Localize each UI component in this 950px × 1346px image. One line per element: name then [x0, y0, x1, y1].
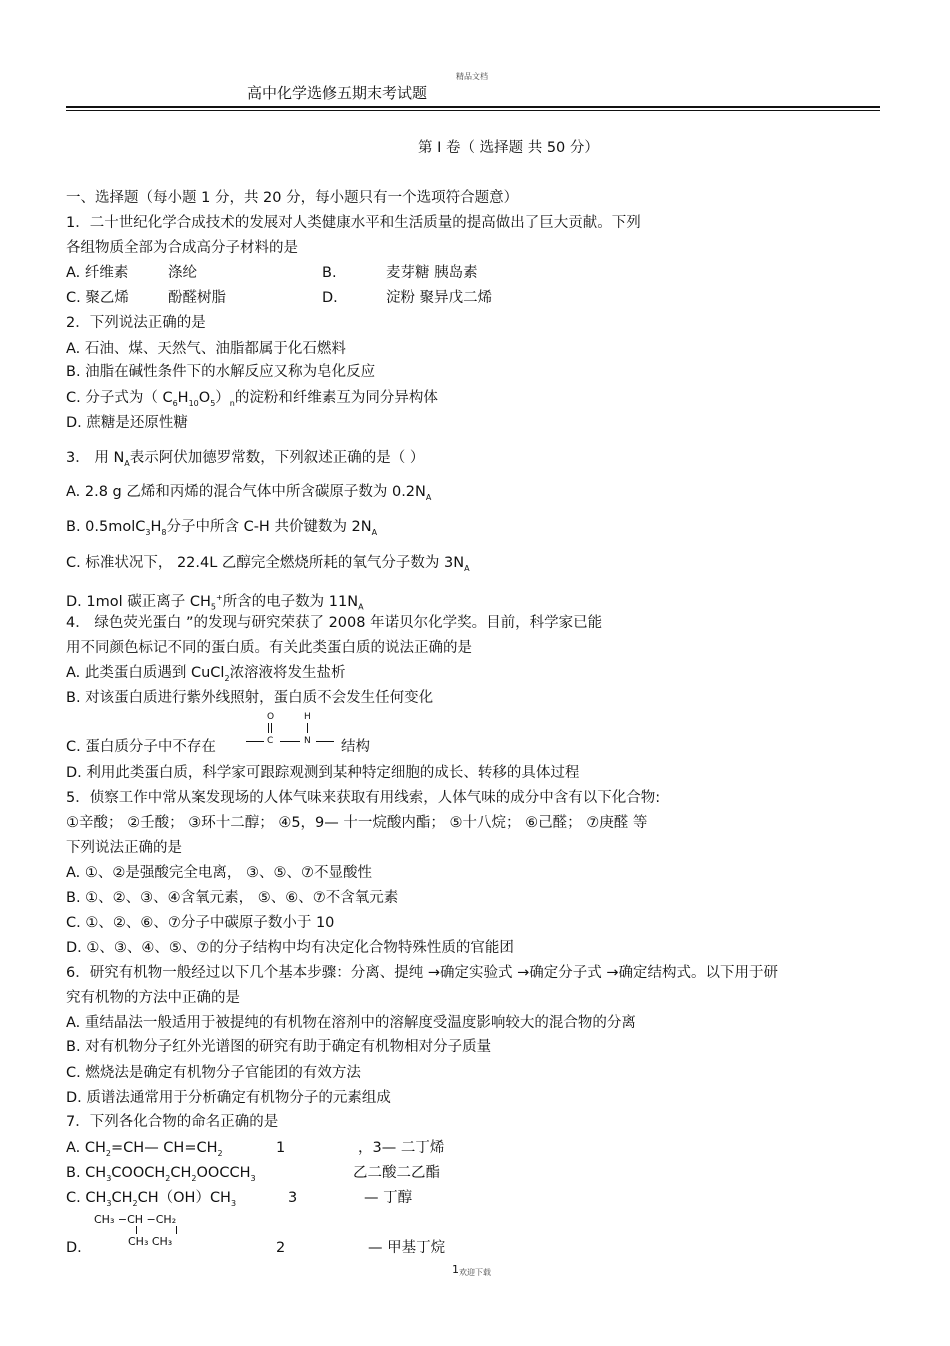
struct-n: N	[304, 736, 311, 746]
q4-a-text: A. 此类蛋白质遇到 CuCl	[66, 665, 225, 681]
q3-c-sub: A	[464, 563, 470, 573]
q7-b-formula: COOCH	[111, 1165, 166, 1181]
q4-option-b: B. 对该蛋白质进行紫外线照射，蛋白质不会发生任何变化	[66, 690, 434, 706]
q7-d-structure	[94, 1212, 204, 1252]
q7-option-b-name: 乙二酸二乙酯	[353, 1165, 440, 1181]
q2-c-tail: 的淀粉和纤维素互为同分异构体	[234, 390, 438, 406]
q2-c-sub3: 5	[210, 398, 216, 408]
q2-c-mid2: O	[198, 390, 211, 406]
q3-b-sub3: A	[371, 527, 378, 537]
q7-d-struct-bottom: CH₃ CH₃	[128, 1235, 173, 1248]
struct-bond-left	[246, 741, 264, 742]
struct-c: C	[267, 736, 274, 746]
q4-option-d: D. 利用此类蛋白质，科学家可跟踪观测到某种特定细胞的成长、转移的具体过程	[66, 765, 580, 781]
doc-title: 高中化学选修五期末考试题	[247, 84, 428, 102]
q7-option-b-formula: B. $CH_3COOCH_2CH_2OOCCH_3$	[66, 1165, 256, 1183]
q2-option-b: B. 油脂在碱性条件下的水解反应又称为皂化反应	[66, 364, 376, 380]
q7-option-a-formula: A. $CH_2=CH—$ $CH=CH_2$	[66, 1140, 223, 1158]
q1-option-a-label: A. 纤维素	[66, 265, 129, 281]
struct-nh-bond	[307, 723, 308, 733]
q3-d-sub: 5	[210, 602, 216, 612]
q5-list: ①辛酸； ②壬酸； ③环十二醇； ④5，9— 十一烷酸内酯； ⑤十八烷； ⑥己醛； ⑦庚醛 等	[66, 815, 648, 831]
q3-c-text: C. 标准状况下， 22.4L 乙醇完全燃烧所耗的氧气分子数为 3N	[66, 555, 465, 571]
q1-stem-line1: 1．二十世纪化学合成技术的发展对人类健康水平和生活质量的提高做出了巨大贡献。下列	[66, 215, 641, 231]
q7-d-branch-2	[176, 1226, 177, 1234]
q1-option-b-label: B.	[322, 265, 337, 281]
q2-c-sub1: 6	[172, 398, 178, 408]
q3-b-tail: 分子中所含 C-H 共价键数为 2N	[166, 519, 372, 535]
page-number: 1	[452, 1263, 459, 1276]
q7-a-label: A. CH	[66, 1140, 106, 1156]
header-rule-thick	[66, 106, 880, 108]
q3-option-d	[66, 589, 364, 617]
q6-option-d: D. 质谱法通常用于分析确定有机物分子的元素组成	[66, 1090, 391, 1106]
q7-c-formula: CH	[111, 1190, 133, 1206]
q7-b-label: B. CH	[66, 1165, 107, 1181]
q5-option-b: B. ①、②、③、④含氧元素， ⑤、⑥、⑦不含氧元素	[66, 890, 399, 906]
q5-option-a: A. ①、②是强酸完全电离， ③、⑤、⑦不显酸性	[66, 865, 372, 881]
q1-option-d-text: 淀粉 聚异戊二烯	[386, 290, 493, 306]
top-note: 精品文档	[456, 72, 488, 81]
q5-stem-line2: 下列说法正确的是	[66, 840, 182, 856]
q7-d-struct-top: CH₃ −CH −CH₂	[94, 1213, 177, 1226]
q7-d-branch-1	[136, 1226, 137, 1234]
q7-b-formula2: CH	[170, 1165, 192, 1181]
struct-o: O	[267, 712, 275, 722]
q7-c-label: C. CH	[66, 1190, 107, 1206]
q3-d-sup: +	[215, 593, 223, 602]
q3-stem-tail: 表示阿伏加德罗常数，下列叙述正确的是（ ）	[129, 450, 425, 466]
q7-a-formula: =CH— CH=CH	[111, 1140, 218, 1156]
q2-option-a: A. 石油、煤、天然气、油脂都属于化石燃料	[66, 341, 346, 357]
q7-option-c-name: — 丁醇	[364, 1190, 413, 1206]
q3-option-a	[66, 483, 431, 507]
part1-heading: 一、选择题（每小题 1 分，共 20 分，每小题只有一个选项符合题意）	[66, 190, 519, 206]
q7-option-c-formula: C. $CH_3CH_2CH(OH)CH_3$	[66, 1190, 237, 1208]
q7-option-c-num: 3	[288, 1190, 298, 1206]
q3-a-sub: A	[425, 492, 432, 502]
q6-stem-line2: 究有机物的方法中正确的是	[66, 990, 240, 1006]
q7-b-formula3: OOCCH	[196, 1165, 251, 1181]
q3-b-sub1: 3	[145, 527, 151, 537]
q4-stem-line2: 用不同颜色标记不同的蛋白质。有关此类蛋白质的说法正确的是	[66, 640, 472, 656]
q6-option-a: A. 重结晶法一般适用于被提纯的有机物在溶剂中的溶解度受温度影响较大的混合物的分离	[66, 1015, 636, 1031]
q2-c-sub4: n	[229, 398, 235, 408]
q3-d-tail: 所含的电子数为 11N	[222, 593, 359, 610]
q3-stem-sub: A	[124, 458, 130, 468]
q2-c-mid: H	[177, 390, 189, 406]
q1-option-c-label: C. 聚乙烯	[66, 290, 129, 306]
q2-c-text: C. 分子式为（ C	[66, 390, 173, 406]
q2-option-c	[66, 389, 438, 413]
q1-stem-line2: 各组物质全部为合成高分子材料的是	[66, 240, 298, 256]
q5-option-d: D. ①、③、④、⑤、⑦的分子结构中均有决定化合物特殊性质的官能团	[66, 940, 514, 956]
q3-option-c	[66, 554, 470, 578]
q6-stem-line1: 6．研究有机物一般经过以下几个基本步骤：分离、提纯 →确定实验式 →确定分子式 →确定结构式。以下用于研	[66, 965, 778, 981]
q2-c-sub2: 10	[188, 398, 199, 408]
q6-option-c: C. 燃烧法是确定有机物分子官能团的有效方法	[66, 1065, 361, 1081]
q7-option-a-num: 1	[276, 1140, 286, 1156]
q3-stem-text: 3． 用 N	[66, 450, 125, 466]
q4-option-c: C. 蛋白质分子中不存在	[66, 739, 216, 755]
q4-option-c-tail: 结构	[341, 739, 370, 755]
q2-option-d: D. 蔗糖是还原性糖	[66, 415, 188, 431]
q7-option-d-name: — 甲基丁烷	[368, 1240, 446, 1256]
struct-bond-right	[316, 741, 334, 742]
q2-c-end: ）	[215, 390, 230, 406]
q3-b-sub2: 8	[161, 527, 167, 537]
header-rule-thin	[66, 110, 880, 111]
q3-d-text: D. 1mol 碳正离子 CH	[66, 593, 211, 610]
struct-double-bond	[268, 723, 272, 733]
q7-stem: 7．下列各化合物的命名正确的是	[66, 1114, 279, 1130]
struct-h: H	[304, 712, 311, 722]
q1-option-c-text: 酚醛树脂	[168, 290, 226, 306]
q2-stem: 2．下列说法正确的是	[66, 315, 206, 331]
q3-b-mid: H	[150, 519, 162, 535]
q7-option-d-num: 2	[276, 1240, 286, 1256]
q7-c-formula2: CH（OH）CH	[137, 1190, 231, 1206]
q4-option-a	[66, 664, 346, 688]
q3-stem	[66, 449, 424, 473]
q4-stem-line1: 4． 绿色荧光蛋白 ”的发现与研究荣获了 2008 年诺贝尔化学奖。目前，科学家已能	[66, 615, 603, 631]
q4-a-sub: 2	[224, 673, 230, 683]
footer-note: 欢迎下载	[459, 1268, 491, 1277]
q3-a-text: A. 2.8 g 乙烯和丙烯的混合气体中所含碳原子数为 0.2N	[66, 484, 426, 500]
q5-option-c: C. ①、②、⑥、⑦分子中碳原子数小于 10	[66, 915, 335, 931]
section-title: 第 I 卷（ 选择题 共 50 分）	[418, 140, 599, 156]
q7-option-a-name: ，3— 二丁烯	[358, 1140, 445, 1156]
struct-bond-mid	[280, 741, 300, 742]
q3-option-b	[66, 518, 377, 542]
q7-option-d-label: D.	[66, 1240, 82, 1256]
q3-b-text: B. 0.5molC	[66, 519, 146, 535]
q1-option-b-text: 麦芽糖 胰岛素	[386, 265, 478, 281]
q4-a-tail: 浓溶液将发生盐析	[229, 665, 346, 681]
peptide-structure	[244, 712, 340, 748]
q3-d-sub2: A	[358, 602, 364, 612]
q1-option-a-text: 涤纶	[168, 265, 197, 281]
q1-option-d-label: D.	[322, 290, 338, 306]
q5-stem: 5．侦察工作中常从案发现场的人体气味来获取有用线索，人体气味的成分中含有以下化合物:	[66, 790, 661, 806]
q6-option-b: B. 对有机物分子红外光谱图的研究有助于确定有机物相对分子质量	[66, 1039, 492, 1055]
